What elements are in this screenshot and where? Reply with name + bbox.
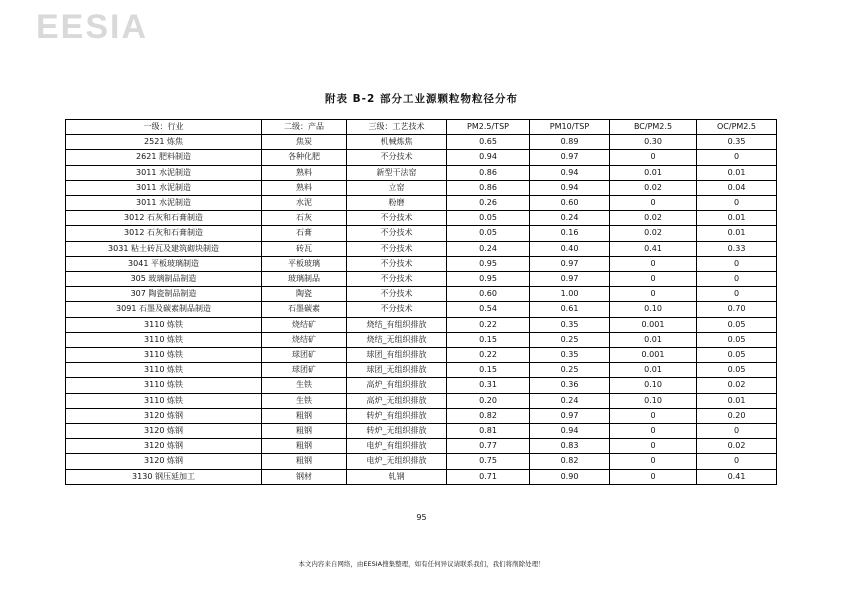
eesia-logo: EESIA [36,8,149,46]
table-cell: 0.60 [530,196,610,211]
header-row [66,120,777,135]
table-cell: 0.71 [447,469,530,484]
table-cell: 0.65 [447,135,530,150]
table-cell: 0.01 [697,226,777,241]
table-cell: 3110 炼铁 [66,332,262,347]
table-cell: 0.01 [610,332,697,347]
table-cell: 0.25 [530,332,610,347]
table-cell: 0 [610,256,697,271]
table-row [66,135,777,150]
table-cell: 石墨碳素 [262,302,347,317]
table-cell: 0.94 [530,424,610,439]
table-cell: 0.97 [530,256,610,271]
table-row [66,256,777,271]
table-cell: 0.33 [697,241,777,256]
table-cell: 生铁 [262,393,347,408]
table-cell: 焦炭 [262,135,347,150]
table-cell: 0.94 [530,180,610,195]
table-cell: 0.35 [530,348,610,363]
table-cell: 0.35 [530,317,610,332]
table-cell: 0 [610,150,697,165]
page-number: 95 [416,513,427,522]
table-cell: 0.97 [530,272,610,287]
col-header-industry: 一级：行业 [66,120,262,135]
table-cell: 0.97 [530,150,610,165]
table-cell: 0 [610,287,697,302]
table-cell: 烧结_无组织排放 [347,332,447,347]
table-cell: 不分技术 [347,287,447,302]
table-cell: 粗钢 [262,439,347,454]
table-cell: 0 [697,272,777,287]
table-cell: 各种化肥 [262,150,347,165]
table-cell: 转炉_有组织排放 [347,408,447,423]
table-row [66,424,777,439]
table-row [66,211,777,226]
table-cell: 0 [697,424,777,439]
table-cell: 0.90 [530,469,610,484]
table-cell: 0.15 [447,332,530,347]
table-cell: 0.22 [447,348,530,363]
table-cell: 3110 炼铁 [66,363,262,378]
table-cell: 电炉_有组织排放 [347,439,447,454]
table-cell: 0.05 [697,317,777,332]
table-cell: 0.82 [530,454,610,469]
table-cell: 0.54 [447,302,530,317]
table-cell: 0 [697,150,777,165]
table-cell: 3012 石灰和石膏制造 [66,211,262,226]
table-cell: 3031 粘土砖瓦及建筑砌块制造 [66,241,262,256]
table-cell: 0.61 [530,302,610,317]
table-cell: 不分技术 [347,256,447,271]
table-cell: 0.01 [697,393,777,408]
table-cell: 0 [610,439,697,454]
table-cell: 0.01 [610,165,697,180]
table-cell: 0.60 [447,287,530,302]
table-cell: 0.83 [530,439,610,454]
table-cell: 0.81 [447,424,530,439]
table-cell: 0.02 [697,378,777,393]
col-header-pm25-tsp: PM2.5/TSP [447,120,530,135]
table-cell: 烧结矿 [262,332,347,347]
table-cell: 305 玻璃制品制造 [66,272,262,287]
table-cell: 0.24 [530,393,610,408]
table-row [66,150,777,165]
table-cell: 3120 炼钢 [66,424,262,439]
table-cell: 3012 石灰和石膏制造 [66,226,262,241]
table-cell: 3091 石墨及碳素制品制造 [66,302,262,317]
table-row [66,408,777,423]
table-cell: 0.10 [610,302,697,317]
table-cell: 3110 炼铁 [66,393,262,408]
table-cell: 石灰 [262,211,347,226]
table-cell: 0.05 [697,332,777,347]
table-row [66,378,777,393]
table-cell: 熟料 [262,165,347,180]
table-cell: 0.26 [447,196,530,211]
table-cell: 0 [610,272,697,287]
table-cell: 0 [610,469,697,484]
table-cell: 球团_无组织排放 [347,363,447,378]
table-cell: 生铁 [262,378,347,393]
table-row [66,348,777,363]
table-cell: 球团矿 [262,363,347,378]
table-row [66,332,777,347]
table-cell: 球团_有组织排放 [347,348,447,363]
table-cell: 0 [697,287,777,302]
table-cell: 不分技术 [347,211,447,226]
table-cell: 不分技术 [347,150,447,165]
table-cell: 0.95 [447,256,530,271]
col-header-pm10-tsp: PM10/TSP [530,120,610,135]
table-cell: 0.10 [610,378,697,393]
table-cell: 0.02 [610,211,697,226]
table-cell: 高炉_有组织排放 [347,378,447,393]
table-caption: 附表 B-2 部分工业源颗粒物粒径分布 [325,93,518,105]
table-cell: 3120 炼钢 [66,439,262,454]
table-cell: 0.70 [697,302,777,317]
table-cell: 玻璃制品 [262,272,347,287]
table-cell: 烧结_有组织排放 [347,317,447,332]
table-cell: 0.01 [697,165,777,180]
table-cell: 0.05 [697,348,777,363]
table-cell: 0 [697,256,777,271]
table-cell: 0.77 [447,439,530,454]
particle-size-table [65,119,777,485]
table-cell: 0.30 [610,135,697,150]
col-header-bc-pm25: BC/PM2.5 [610,120,697,135]
table-cell: 0 [610,424,697,439]
table-cell: 0.05 [447,226,530,241]
table-cell: 3120 炼钢 [66,408,262,423]
table-cell: 陶瓷 [262,287,347,302]
table-cell: 粗钢 [262,424,347,439]
table-cell: 粉磨 [347,196,447,211]
table-cell: 0.86 [447,180,530,195]
table-cell: 0.24 [530,211,610,226]
table-row [66,302,777,317]
table-cell: 0.82 [447,408,530,423]
table-cell: 3011 水泥制造 [66,180,262,195]
table-cell: 高炉_无组织排放 [347,393,447,408]
table-cell: 不分技术 [347,241,447,256]
table-cell: 3041 平板玻璃制造 [66,256,262,271]
table-cell: 新型干法窑 [347,165,447,180]
table-cell: 0 [610,408,697,423]
table-cell: 307 陶瓷制品制造 [66,287,262,302]
table-cell: 0 [697,196,777,211]
table-row [66,226,777,241]
table-cell: 钢材 [262,469,347,484]
table-cell: 0.01 [610,363,697,378]
table-cell: 水泥 [262,196,347,211]
table-cell: 立窑 [347,180,447,195]
table-row [66,287,777,302]
table-cell: 0.20 [697,408,777,423]
table-cell: 0.22 [447,317,530,332]
table-row [66,317,777,332]
table-cell: 0 [610,196,697,211]
table-cell: 机械炼焦 [347,135,447,150]
table-cell: 0.05 [447,211,530,226]
table-cell: 3011 水泥制造 [66,165,262,180]
table-row [66,439,777,454]
table-cell: 烧结矿 [262,317,347,332]
table-cell: 0 [697,454,777,469]
table-cell: 0.94 [530,165,610,180]
table-cell: 3110 炼铁 [66,378,262,393]
table-cell: 0.35 [697,135,777,150]
table-cell: 3011 水泥制造 [66,196,262,211]
table-cell: 0.15 [447,363,530,378]
table-cell: 轧钢 [347,469,447,484]
table-row [66,272,777,287]
table-cell: 2521 炼焦 [66,135,262,150]
col-header-product: 二级：产品 [262,120,347,135]
footer-notice: 本文内容来自网络，由EESIA搜集整理，如有任何异议请联系我们，我们将削除处理！ [298,560,545,568]
table-row [66,180,777,195]
table-cell: 0.16 [530,226,610,241]
table-cell: 0.41 [697,469,777,484]
table-cell: 不分技术 [347,226,447,241]
table-cell: 0.36 [530,378,610,393]
col-header-process: 三级：工艺技术 [347,120,447,135]
table-cell: 0.94 [447,150,530,165]
table-cell: 0.89 [530,135,610,150]
table-cell: 不分技术 [347,302,447,317]
table-cell: 电炉_无组织排放 [347,454,447,469]
table-cell: 熟料 [262,180,347,195]
table-cell: 2621 肥料制造 [66,150,262,165]
table-cell: 石膏 [262,226,347,241]
table-row [66,196,777,211]
table-row [66,363,777,378]
table-cell: 3130 钢压延加工 [66,469,262,484]
table-cell: 0.05 [697,363,777,378]
table-cell: 0.97 [530,408,610,423]
table-cell: 0.04 [697,180,777,195]
table-cell: 0.02 [610,180,697,195]
table-cell: 0 [610,454,697,469]
table-cell: 0.31 [447,378,530,393]
table-cell: 不分技术 [347,272,447,287]
table-cell: 平板玻璃 [262,256,347,271]
table-cell: 0.01 [697,211,777,226]
table-cell: 球团矿 [262,348,347,363]
table-cell: 1.00 [530,287,610,302]
table-cell: 粗钢 [262,408,347,423]
table-cell: 0.40 [530,241,610,256]
table-cell: 0.02 [697,439,777,454]
table-cell: 0.001 [610,348,697,363]
table-cell: 0.86 [447,165,530,180]
table-cell: 转炉_无组织排放 [347,424,447,439]
table-cell: 0.95 [447,272,530,287]
table-cell: 0.41 [610,241,697,256]
table-cell: 3120 炼钢 [66,454,262,469]
table-row [66,469,777,484]
table-cell: 0.24 [447,241,530,256]
table-row [66,454,777,469]
table-cell: 3110 炼铁 [66,348,262,363]
table-cell: 粗钢 [262,454,347,469]
table-cell: 0.02 [610,226,697,241]
table-row [66,393,777,408]
table-cell: 砖瓦 [262,241,347,256]
table-cell: 0.25 [530,363,610,378]
table-cell: 3110 炼铁 [66,317,262,332]
table-cell: 0.10 [610,393,697,408]
table-cell: 0.001 [610,317,697,332]
table-row [66,165,777,180]
table-row [66,241,777,256]
table-cell: 0.75 [447,454,530,469]
table-cell: 0.20 [447,393,530,408]
col-header-oc-pm25: OC/PM2.5 [697,120,777,135]
